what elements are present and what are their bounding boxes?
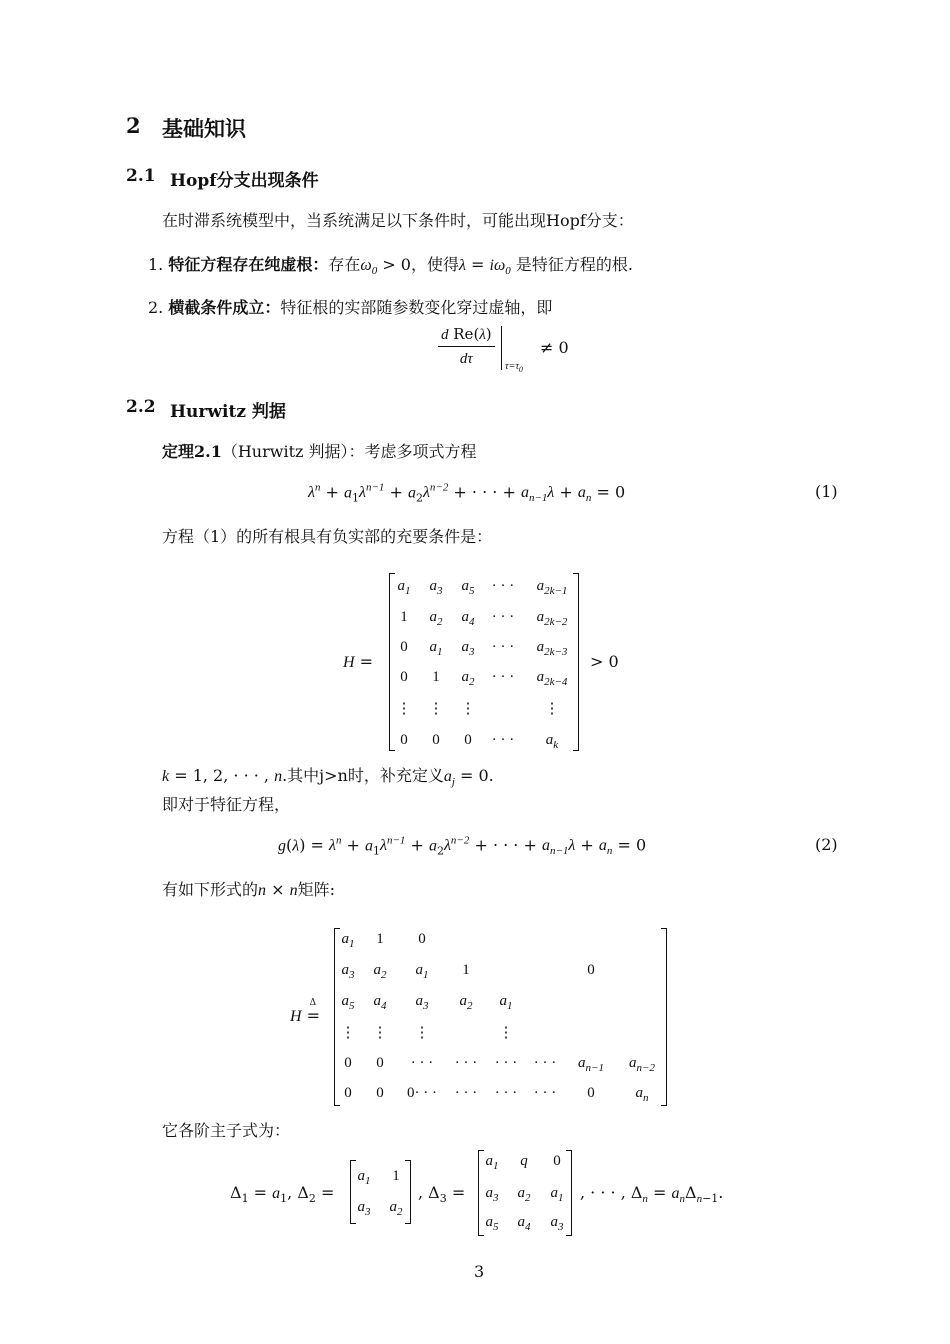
evaluation-subscript: $\tau=\tau_0$ (505, 361, 523, 374)
matrix-cell: 0 (400, 732, 408, 748)
matrix-cell: 0· · · (407, 1085, 437, 1101)
matrix-cell: ⋮ (396, 701, 412, 717)
matrix-cell: · · · (491, 578, 515, 594)
matrix-cell: $a_3$ (485, 1185, 499, 1204)
transversality-formula: $\frac{\text{d Re(λ)}}{d\tau}$ (438, 325, 495, 375)
section-number: 2 (126, 113, 141, 138)
equation-1-number: (1) (815, 482, 838, 501)
matrix-cell: ⋮ (544, 701, 560, 717)
k-definition: k = 1, 2, · · · , n.其中j>n时，补充定义$a_j = 0$. (162, 766, 494, 789)
matrix-cell: 0 (344, 1055, 352, 1071)
matrix-left-bracket (334, 928, 340, 1106)
matrix-cell: $a_4$ (461, 609, 475, 628)
page-number: 3 (474, 1262, 485, 1281)
minors-intro: 它各阶主子式为： (162, 1121, 291, 1140)
matrix-right-bracket (573, 573, 579, 751)
condition-2-text: 特征根的实部随参数变化穿过虚轴，即 (280, 298, 553, 317)
matrix-cell: $a_3$ (357, 1199, 371, 1218)
matrix-cell: · · · (494, 1055, 518, 1071)
matrix-cell: · · · (533, 1085, 557, 1101)
matrix-cell: 0 (432, 732, 440, 748)
matrix-cell: 0 (553, 1153, 561, 1169)
theorem-text: ：考虑多项式方程 (348, 442, 477, 461)
matrix-cell: $a_{n-2}$ (629, 1055, 655, 1074)
condition-2-number: 2. (148, 298, 164, 317)
matrix-cell: $a_1$ (415, 962, 429, 981)
matrix-cell: $a_2$ (517, 1185, 531, 1204)
theorem-name: （Hurwitz 判据） (221, 442, 349, 461)
matrix-cell: ⋮ (460, 701, 476, 717)
matrix-cell: 0 (418, 931, 426, 947)
evaluation-bar (501, 326, 502, 370)
matrix-cell: $a_2$ (389, 1199, 403, 1218)
matrix-cell: · · · (491, 669, 515, 685)
matrix-cell: $a_4$ (373, 993, 387, 1012)
matrix-cell: ⋮ (414, 1025, 430, 1041)
hn-matrix-label: H = Δ (290, 998, 321, 1025)
theorem-statement (162, 439, 477, 462)
matrix-cell: 1 (432, 669, 440, 685)
matrix-cell: $a_5$ (461, 578, 475, 597)
equation-2-number: (2) (815, 835, 838, 854)
matrix-cell: 0 (587, 962, 595, 978)
matrix-cell: ⋮ (428, 701, 444, 717)
matrix-cell: 1 (392, 1168, 400, 1184)
matrix-cell: 0 (376, 1055, 384, 1071)
theorem-label: 定理2.1 (162, 442, 222, 461)
condition-1-title: 特征方程存在纯虚根： (168, 255, 329, 274)
matrix-cell: 0 (464, 732, 472, 748)
delta-n: , · · · , $\Delta_n = a_n\Delta_{n-1}$. (580, 1183, 724, 1206)
matrix-cell: 1 (376, 931, 384, 947)
matrix-cell: $a_5$ (341, 993, 355, 1012)
matrix-cell: $a_{2k-2}$ (536, 609, 568, 628)
intro-paragraph: 在时滞系统模型中，当系统满足以下条件时，可能出现Hopf分支： (162, 211, 634, 230)
matrix-cell: $a_1$ (499, 993, 513, 1012)
matrix-cell: 1 (400, 609, 408, 625)
matrix-cell: $a_3$ (429, 578, 443, 597)
matrix-cell: $a_2$ (459, 993, 473, 1012)
equation-1: $\lambda^n + a_1\lambda^{n-1} + a_2\lambda^{n-2}$ + · · · + $a_{n-1}\lambda + a_n = 0$ (308, 482, 626, 505)
matrix-cell: $a_5$ (485, 1214, 499, 1233)
matrix-cell: · · · (410, 1055, 434, 1071)
matrix-cell: ⋮ (372, 1025, 388, 1041)
matrix-cell: q (520, 1153, 528, 1169)
condition-1-pre: 存在 (328, 255, 361, 274)
subsection-title: Hurwitz 判据 (170, 402, 286, 422)
matrix-cell: $a_1$ (429, 639, 443, 658)
matrix-cell: $a_3$ (550, 1214, 564, 1233)
matrix-cell: · · · (494, 1085, 518, 1101)
condition-1-mid: ，使得 (410, 255, 459, 274)
matrix-cell: $a_2$ (429, 609, 443, 628)
k-definition-text: .其中j>n时，补充定义 (282, 766, 444, 785)
matrix-cell: 0 (400, 669, 408, 685)
matrix-cell: 0 (344, 1085, 352, 1101)
subsection-number: 2.2 (126, 397, 156, 417)
matrix-right-bracket (661, 928, 667, 1106)
matrix-intro: 有如下形式的n × n矩阵: (162, 880, 335, 899)
matrix-cell: $a_3$ (341, 962, 355, 981)
matrix-cell: · · · (533, 1055, 557, 1071)
matrix-cell: · · · (454, 1085, 478, 1101)
subsection-number: 2.1 (126, 166, 156, 186)
matrix-cell: $a_1$ (357, 1168, 371, 1187)
matrix-cell: $a_1$ (397, 578, 411, 597)
subsection-title: Hopf分支出现条件 (170, 171, 319, 191)
hurwitz-matrix-label: H = (343, 652, 374, 671)
matrix-cell: $a_3$ (461, 639, 475, 658)
section-title: 基础知识 (162, 116, 246, 141)
matrix-cell: · · · (491, 639, 515, 655)
delta-1-2: $\Delta_1 = a_1$, $\Delta_2$ = (230, 1183, 335, 1206)
delta-3-label: , $\Delta_3$ = (418, 1183, 466, 1206)
matrix-cell: · · · (491, 732, 515, 748)
condition-2-title: 横截条件成立： (168, 298, 281, 317)
condition-1-post: 是特征方程的根. (510, 255, 633, 274)
positive-condition: > 0 (590, 652, 619, 671)
equation-2: $g(\lambda) = \lambda^n + a_1\lambda^{n-1} + a_2\lambda^{n-2}$ + · · · + $a_{n-1}\lambda + a_n = 0$ (278, 835, 647, 858)
matrix-left-bracket (389, 573, 395, 751)
matrix-cell: ⋮ (340, 1025, 356, 1041)
matrix-cell: $a_3$ (415, 993, 429, 1012)
matrix-cell: $a_1$ (341, 931, 355, 950)
matrix-cell: $a_2$ (461, 669, 475, 688)
matrix-cell: · · · (491, 609, 515, 625)
matrix-cell: $a_n$ (635, 1085, 649, 1104)
matrix-cell: 0 (376, 1085, 384, 1101)
matrix-cell: 1 (462, 962, 470, 978)
matrix-cell: $a_2$ (373, 962, 387, 981)
condition-1: 1. 特征方程存在纯虚根：存在$\omega_0 > 0$，使得$\lambda = i\omega_0$ 是特征方程的根. (148, 255, 633, 278)
not-equal-zero: ≠ 0 (540, 338, 569, 357)
matrix-cell: $a_{2k-4}$ (536, 669, 568, 688)
matrix-cell: 0 (587, 1085, 595, 1101)
for-characteristic-equation: 即对于特征方程， (162, 795, 291, 814)
matrix-cell: · · · (454, 1055, 478, 1071)
matrix-intro-pre: 有如下形式的 (162, 880, 259, 899)
matrix-cell: $a_1$ (550, 1185, 564, 1204)
matrix-cell: $a_4$ (517, 1214, 531, 1233)
condition-1-number: 1. (148, 255, 164, 274)
matrix-cell: $a_{n-1}$ (578, 1055, 604, 1074)
matrix-cell: 0 (400, 639, 408, 655)
condition-2 (148, 295, 552, 318)
matrix-cell: $a_1$ (485, 1153, 499, 1172)
matrix-cell: $a_k$ (545, 732, 559, 751)
matrix-cell: $a_{2k-3}$ (536, 639, 568, 658)
matrix-cell: ⋮ (498, 1025, 514, 1041)
matrix-intro-post: 矩阵: (297, 880, 335, 899)
hurwitz-condition-text: 方程（1）的所有根具有负实部的充要条件是： (162, 527, 493, 546)
matrix-cell: $a_{2k-1}$ (536, 578, 568, 597)
